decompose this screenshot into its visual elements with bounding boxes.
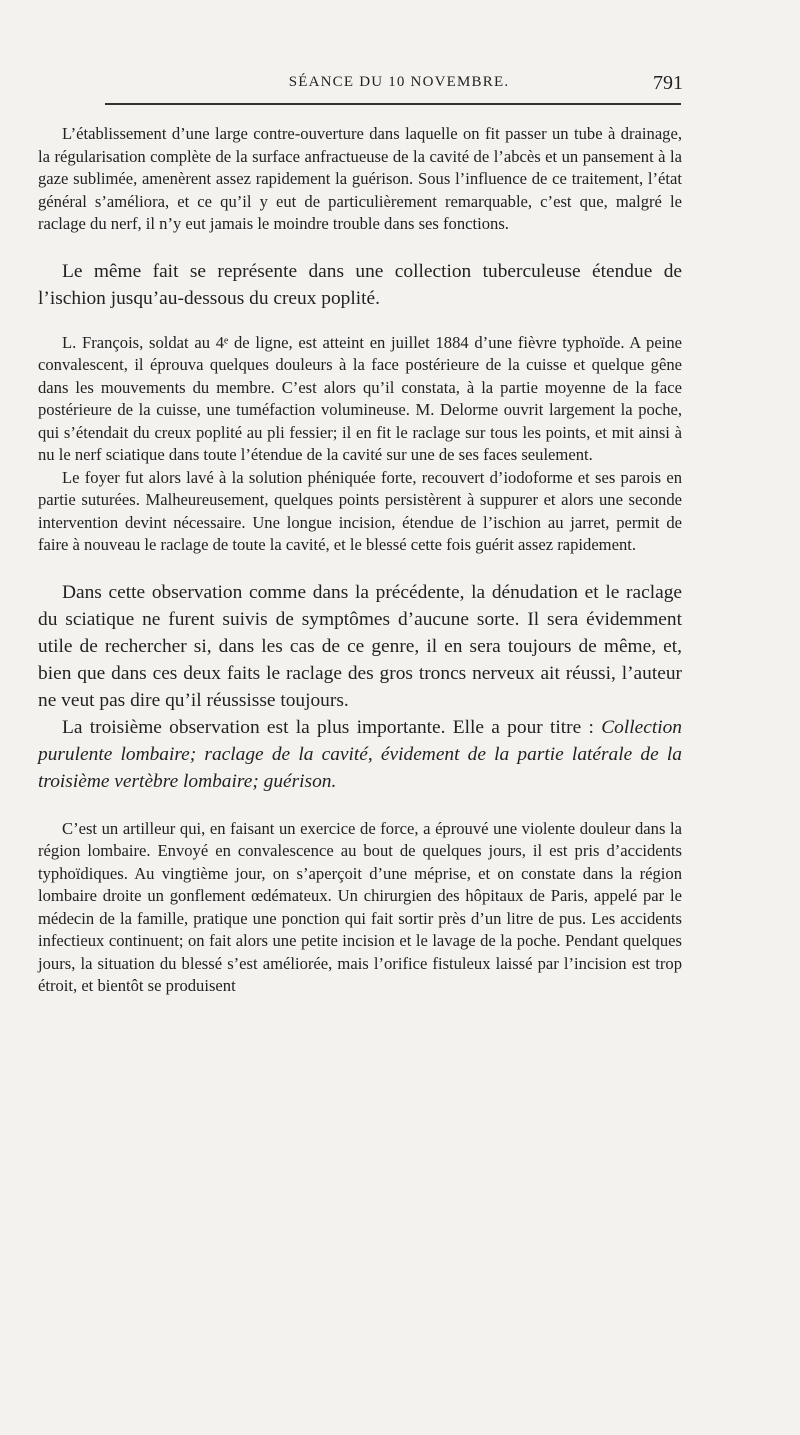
section-case-two-end [38, 123, 682, 236]
paragraph-3: L. François, soldat au 4ᵉ de ligne, est atteint en juillet 1884 d’une fièvre typhoïde. A peine convalescent, il éprouva quelques douleurs à la face postérieure de la cuisse et quelque gêne dans les mouvements du membre. C’est alors qu’il constata, à la partie moyenne de la face postérieure de la cuisse, une tuméfaction volumineuse. M. Delorme ouvrit largement la poche, qui s’étendait du creux poplité au pli fessier; il en fit le raclage sur tous les points, et mit ainsi à nu le nerf sciatique dans toute l’étendue de la cavité sur une de ses faces seulement. [38, 332, 682, 464]
paragraph-6 [38, 714, 682, 795]
paragraph-5: Dans cette observation comme dans la précédente, la dénudation et le raclage du sciatique ne furent suivis de symptômes d’aucune sorte. Il sera évidemment utile de rechercher si, dans les cas de ce genre, il en sera toujours de même, et, bien que dans ces deux faits le raclage des gros troncs nerveux ait réussi, l’auteur ne veut pas dire qu’il réussisse toujours. [38, 581, 682, 711]
section-case-artilleur [38, 818, 682, 998]
page-body [38, 123, 682, 998]
section-case-francois [38, 332, 682, 557]
header-rule [105, 103, 681, 105]
page-header [115, 72, 683, 96]
paragraph-1: L’établissement d’une large contre-ouverture dans laquelle on fit passer un tube à drainage, la régularisation complète de la surface anfractueuse de la cavité de l’abcès et un pansement à la gaze sublimée, amenèrent assez rapidement la guérison. Sous l’influence de ce traitement, l’état général s’améliora, et ce qu’il y eut de particulièrement remarquable, c’est que, malgré le raclage du nerf, il n’y eut jamais le moindre trouble dans ses fonctions. [38, 124, 682, 233]
paragraph-7: C’est un artilleur qui, en faisant un exercice de force, a éprouvé une violente douleur dans la région lombaire. Envoyé en convalescence au bout de quelques jours, il est pris d’accidents typhoïdiques. Au vingtième jour, on s’aperçoit d’une méprise, et on constate dans la région lombaire droite un gonflement œdémateux. Un chirurgien des hôpitaux de Paris, appelé par le médecin de la famille, pratique une ponction qui fait sortir près d’un litre de pus. Les accidents infectieux continuent; on fait alors une petite incision et le lavage de la poche. Pendant quelques jours, la situation du blessé s’est améliorée, mais l’orifice fistuleux laissé par l’incision est trop étroit, et bientôt se produisent [38, 818, 682, 995]
paragraph-6-lead: La troisième observation est la plus importante. Elle a pour titre : [62, 716, 602, 738]
paragraph-2: Le même fait se représente dans une collection tuberculeuse étendue de l’ischion jusqu’au-dessous du creux poplité. [38, 260, 682, 309]
paragraph-4: Le foyer fut alors lavé à la solution phéniquée forte, recouvert d’iodoforme et ses parois en partie suturées. Malheureusement, quelques points persistèrent à suppurer et alors une seconde intervention devint nécessaire. Une longue incision, étendue de l’ischion au jarret, permit de faire à nouveau le raclage de toute la cavité, et le blessé cette fois guérit assez rapidement. [38, 467, 682, 554]
running-title: SÉANCE DU 10 NOVEMBRE. [288, 74, 510, 90]
section-summary-1 [38, 258, 682, 312]
page-number: 791 [653, 72, 683, 94]
section-summary-2 [38, 579, 682, 795]
observation-title: Collection purulente lombaire; raclage de la cavité, évidement de la partie latérale de la troisième vertèbre lombaire; guérison. [38, 716, 682, 792]
